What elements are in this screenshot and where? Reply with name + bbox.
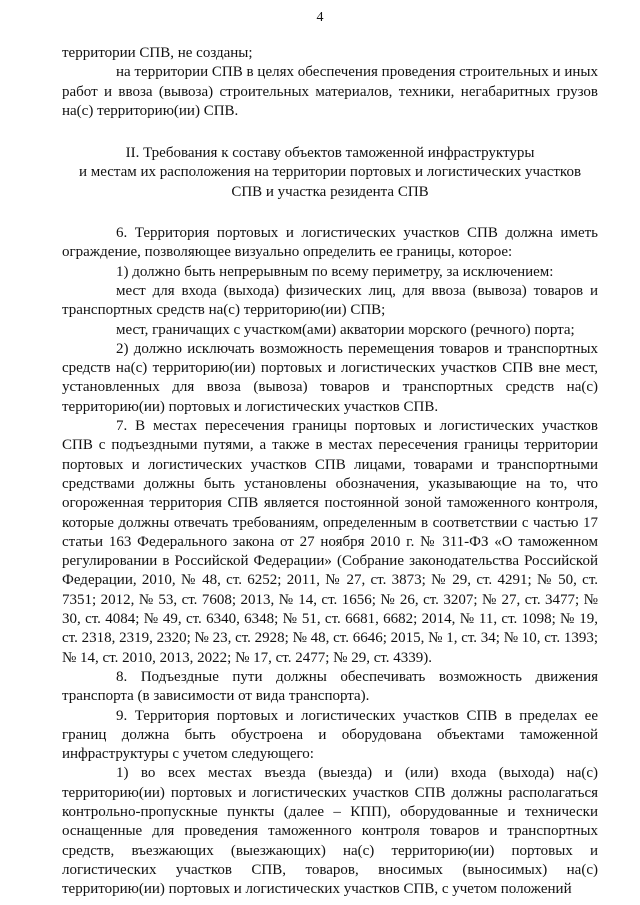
paragraph: 1) должно быть непрерывным по всему периметру, за исключением: bbox=[116, 263, 554, 280]
page-number: 4 bbox=[316, 10, 324, 25]
section-heading bbox=[62, 144, 598, 202]
paragraph: мест, граничащих с участком(ами) акватории морского (речного) порта; bbox=[116, 321, 575, 338]
paragraph: 6. Территория портовых и логистических участков СПВ должна иметь ограждение, позволяющее визуально определить ее границы, которое: bbox=[62, 225, 598, 261]
heading-line: СПВ и участка резидента СПВ bbox=[231, 183, 429, 200]
paragraph: на территории СПВ в целях обеспечения проведения строительных и иных работ и ввоза (вывоза) строительных материалов, техники, негабаритных грузов на(с) территорию(ии) СПВ. bbox=[62, 64, 598, 119]
heading-line: и местам их расположения на территории портовых и логистических участков bbox=[78, 164, 582, 181]
paragraph: 2) должно исключать возможность перемещения товаров и транспортных средств на(с) территорию(ии) портовых и логистических участков СПВ вне мест, установленных для ввоза (вывоза) товаров и транспортных средств на(с) территорию(ии) портовых и логистических участков СПВ. bbox=[62, 340, 598, 415]
heading-line: II. Требования к составу объектов таможенной инфраструктуры bbox=[125, 145, 535, 162]
document-body bbox=[62, 44, 598, 899]
paragraph: 8. Подъездные пути должны обеспечивать возможность движения транспорта (в зависимости от вида транспорта). bbox=[62, 668, 598, 705]
paragraph: 7. В местах пересечения границы портовых и логистических участков СПВ с подъездными путями, а также в местах пересечения границы территории портовых и логистических участков СПВ лицами, товарами и транспортными средствами должны быть установлены обозначения, указывающие на то, что огороженная территория СПВ является постоянной зоной таможенного контроля, которые должны отвечать требованиям, определенным в соответствии с частью 17 статьи 163 Федерального закона от 27 ноября 2010 г. № 311-ФЗ «О таможенном регулировании в Российской Федерации» (Собрание законодательства Российской Федерации, 2010, № 48, ст. 6252; 2011, № 27, ст. 3873; № 29, ст. 4291; № 50, ст. 7351; 2012, № 53, ст. 7608; 2013, № 14, ст. 1656; № 26, ст. 3207; № 27, ст. 3477; № 30, ст. 4084; № 49, ст. 6340, 6348; № 51, ст. 6681, 6682; 2014, № 11, ст. 1098; № 19, ст. 2318, 2319, 2320; № 23, ст. 2928; № 48, ст. 6646; 2015, № 1, ст. 34; № 10, ст. 1393; № 14, ст. 2010, 2013, 2022; № 17, ст. 2477; № 29, ст. 4339). bbox=[62, 418, 599, 666]
paragraph: 1) во всех местах въезда (выезда) и (или) входа (выхода) на(с) территорию(ии) портовых и логистических участков СПВ должны располагаться контрольно-пропускные пункты (далее – КПП), оборудованные и технически оснащенные для проведения таможенного контроля товаров и транспортных средств, въезжающих (выезжающих) на(с) территорию(ии) портовых и логистических участков СПВ, товаров, вносимых (выносимых) на(с) территорию(ии) портовых и логистических участков СПВ, с учетом положений bbox=[62, 765, 598, 898]
paragraph: мест для входа (выхода) физических лиц, для ввоза (вывоза) товаров и транспортных средств на(с) территорию(ии) СПВ; bbox=[62, 282, 598, 319]
paragraph: 9. Территория портовых и логистических участков СПВ в пределах ее границ должна быть обустроена и оборудована объектами таможенной инфраструктуры с учетом следующего: bbox=[62, 707, 598, 763]
paragraph: территории СПВ, не созданы; bbox=[62, 45, 253, 61]
